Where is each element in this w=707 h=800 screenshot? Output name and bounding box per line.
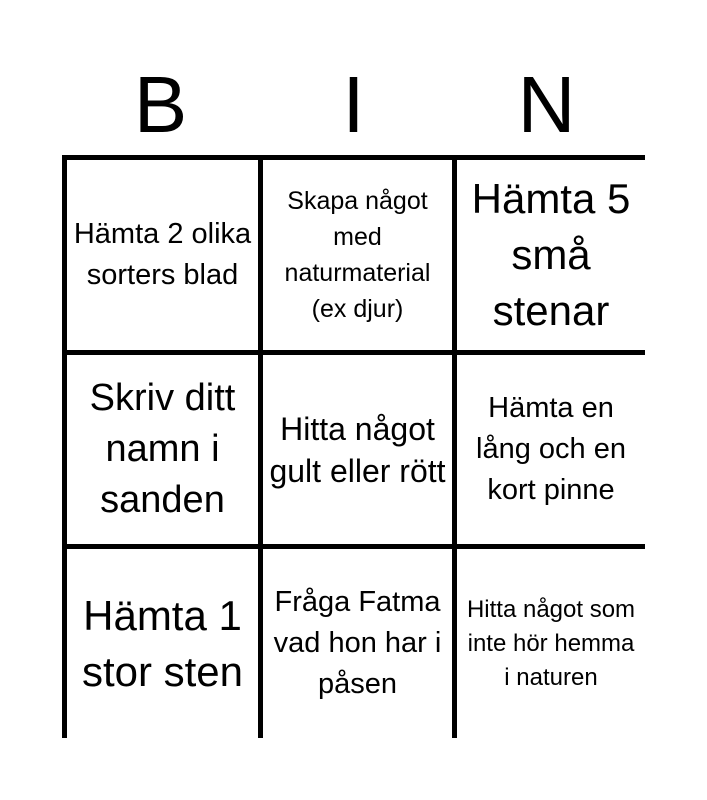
bingo-cell-text: Skriv ditt namn i sanden [89,377,236,521]
header-letter-b: B [133,60,188,149]
header-letter-i: I [342,60,365,149]
header-letter-n: N [517,60,576,149]
bingo-cell-6[interactable] [457,355,645,544]
bingo-cell-2[interactable] [263,160,452,350]
bingo-cell-text: Hitta något gult eller rött [269,410,446,489]
bingo-cell-4[interactable] [67,355,258,544]
bingo-header [64,60,643,150]
bingo-cell-7[interactable] [67,549,258,738]
bingo-cell-9[interactable] [457,549,645,738]
bingo-cell-text: Hämta 5 små stenar [471,175,631,334]
bingo-cell-text: Hämta 1 stor sten [81,591,244,695]
bingo-cell-text: Hitta något som inte hör hemma i naturen [466,595,636,691]
bingo-cell-3[interactable] [457,160,645,350]
bingo-cell-8[interactable] [263,549,452,738]
bingo-cell-text: Fråga Fatma vad hon har i påsen [273,586,442,700]
bingo-board [62,155,645,738]
bingo-cell-text: Skapa något med naturmaterial (ex djur) [284,187,431,323]
bingo-cell-5[interactable] [263,355,452,544]
bingo-cell-text: Hämta en lång och en kort pinne [476,392,626,506]
bingo-cell-1[interactable] [67,160,258,350]
bingo-cell-text: Hämta 2 olika sorters blad [73,218,252,291]
